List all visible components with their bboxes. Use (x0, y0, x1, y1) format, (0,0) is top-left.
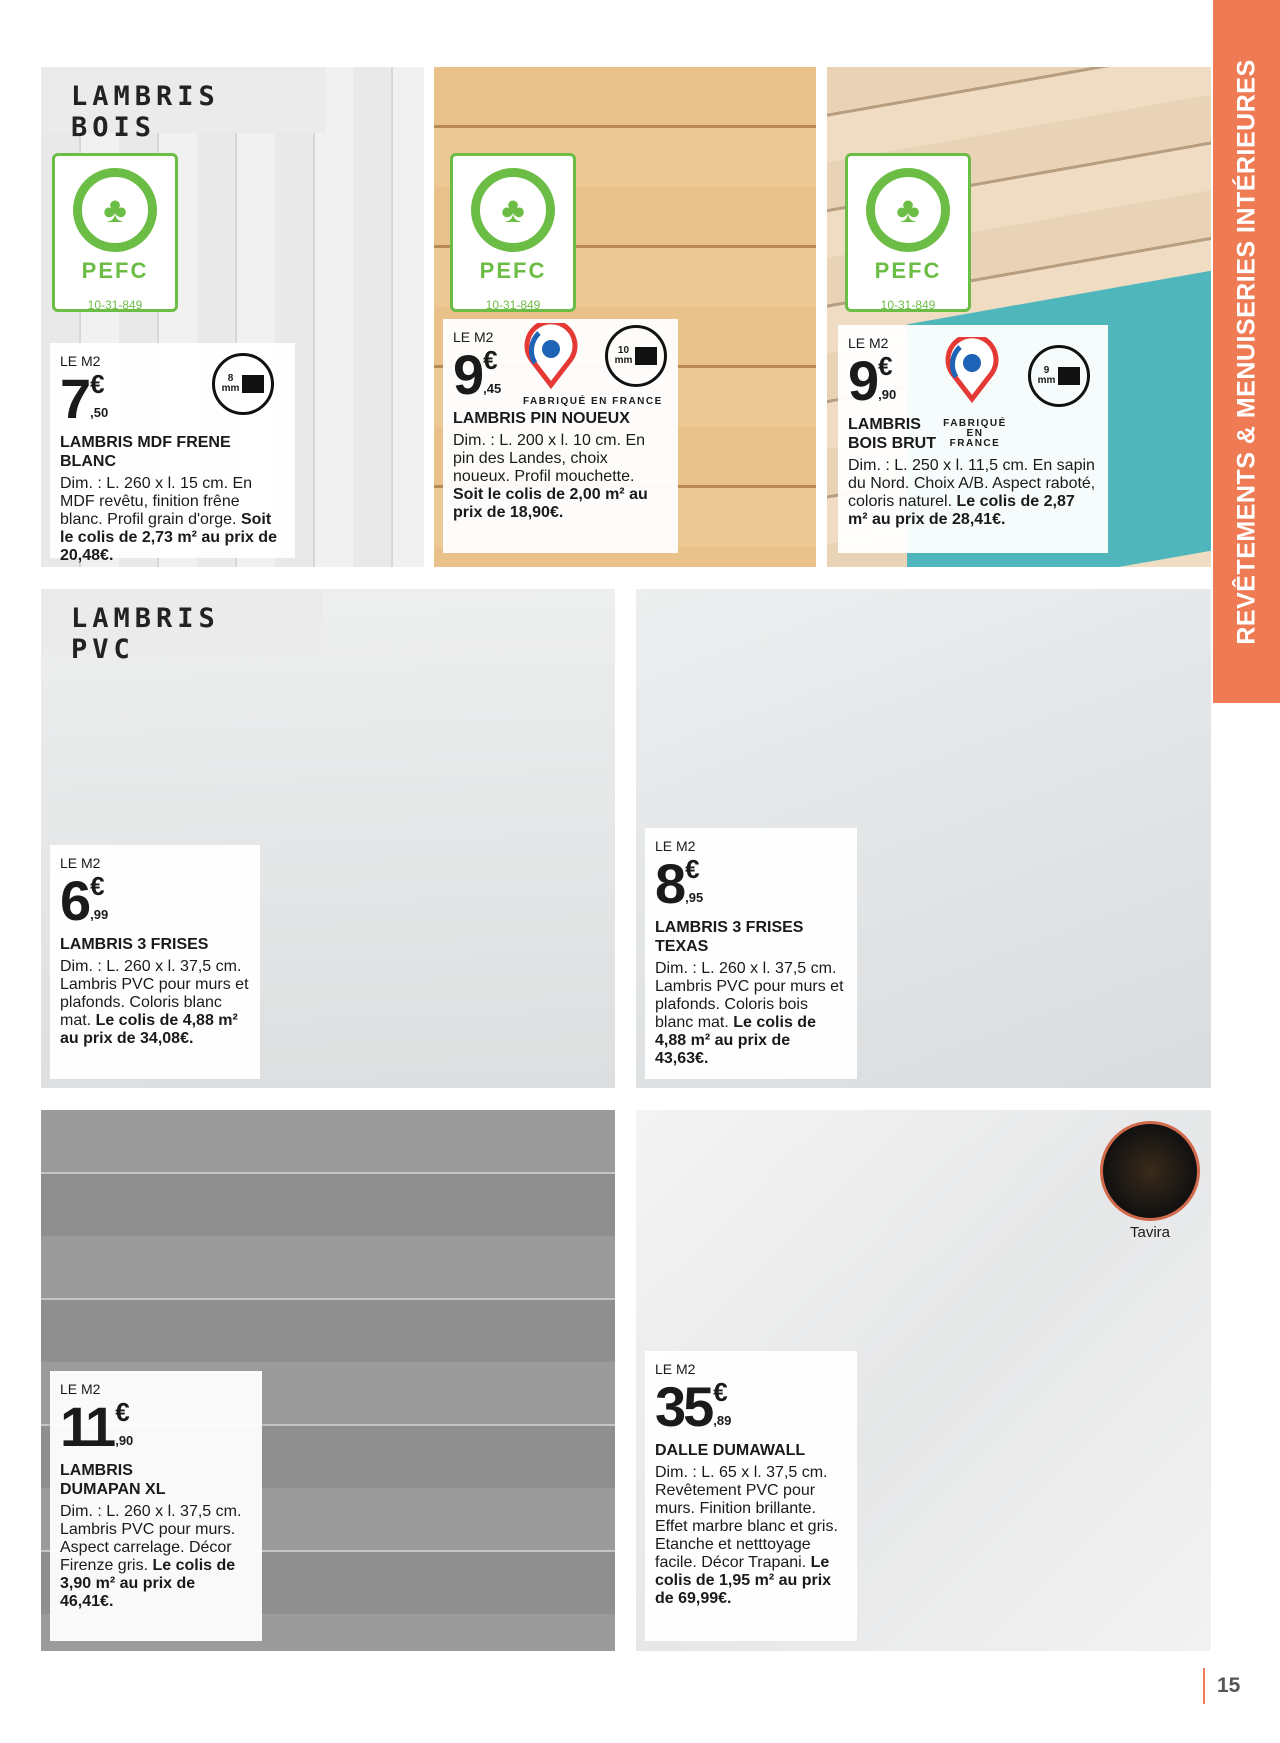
page-number: 15 (1203, 1668, 1240, 1704)
product-description: Dim. : L. 250 x l. 11,5 cm. En sapin du Nord. Choix A/B. Aspect raboté, coloris naturel. Le colis de 2,87 m² au prix de 28,41€. (848, 457, 1096, 528)
product-description: Dim. : L. 260 x l. 37,5 cm. Lambris PVC pour murs. Aspect carrelage. Décor Firenze gris. Le colis de 3,90 m² au prix de 46,41€. (60, 1503, 242, 1610)
product-description: Dim. : L. 65 x l. 37,5 cm. Revêtement PVC pour murs. Finition brillante. Effet marbre blanc et gris. Etanche et netttoyage facile. Décor Trapani. Le colis de 1,95 m² au prix de 69,99€. (655, 1464, 838, 1607)
product-description: Dim. : L. 260 x l. 37,5 cm. Lambris PVC pour murs et plafonds. Coloris bois blanc mat. Le colis de 4,88 m² au prix de 43,63€. (655, 960, 844, 1067)
product-description: Dim. : L. 200 x l. 10 cm. En pin des Landes, choix noueux. Profil mouchette. Soit le colis de 2,00 m² au prix de 18,90€. (453, 432, 648, 521)
pefc-logo: ♣ PEFC 10-31-849 (450, 153, 576, 312)
trees-icon: ♣ (471, 168, 555, 252)
price: 6 € ,99 (60, 869, 109, 932)
made-in-france-pin-icon (521, 323, 581, 389)
product-name: LAMBRIS 3 FRISES (60, 936, 209, 953)
product-card: LE M2 8 € ,95 LAMBRIS 3 FRISES TEXAS Dim. : L. 260 x l. 37,5 cm. Lambris PVC pour murs et plafonds. Coloris bois blanc mat. Le colis de 4,88 m² au prix de 43,63€. (645, 828, 857, 1079)
product-name: DALLE DUMAWALL (655, 1442, 806, 1459)
section-tab (1213, 0, 1280, 703)
product-description: Dim. : L. 260 x l. 15 cm. En MDF revêtu, finition frêne blanc. Profil grain d'orge. Soit le colis de 2,73 m² au prix de 20,48€. (60, 475, 277, 564)
price: 7 € ,50 (60, 367, 109, 430)
product-card: LE M2 9 € ,90 FABRIQUÉ EN FRANCE 9 mm LAMBRIS BOIS BRUT Dim. : L. 250 x l. 11,5 cm. En sapin du Nord. Choix A/B. Aspect raboté, coloris naturel. Le colis de 2,87 m² au prix de 28,41€. (838, 325, 1108, 553)
product-description: Dim. : L. 260 x l. 37,5 cm. Lambris PVC pour murs et plafonds. Coloris blanc mat. Le colis de 4,88 m² au prix de 34,08€. (60, 958, 249, 1047)
product-card: LE M2 9 € ,45 FABRIQUÉ EN FRANCE 10 mm LAMBRIS PIN NOUEUX Dim. : L. 200 x l. 10 cm. En pin des Landes, choix noueux. Profil mouchette. Soit le colis de 2,00 m² au prix de 18,90€. (443, 319, 678, 553)
price: 9 € ,45 (453, 343, 502, 406)
product-name: LAMBRIS BOIS BRUT (848, 416, 936, 452)
price: 35 € ,89 (655, 1375, 732, 1438)
swatch-label: Tavira (1129, 1224, 1170, 1241)
product-card: LE M2 6 € ,99 LAMBRIS 3 FRISES Dim. : L. 260 x l. 37,5 cm. Lambris PVC pour murs et plafonds. Coloris blanc mat. Le colis de 4,88 m² au prix de 34,08€. (50, 845, 260, 1079)
thickness-icon: 9 mm (1028, 345, 1090, 407)
pefc-logo: ♣ PEFC 10-31-849 (52, 153, 178, 312)
product-card: LE M2 7 € ,50 8 mm LAMBRIS MDF FRENE BLANC Dim. : L. 260 x l. 15 cm. En MDF revêtu, finition frêne blanc. Profil grain d'orge. Soit le colis de 2,73 m² au prix de 20,48€. (50, 343, 295, 558)
section-title: REVÊTEMENTS & MENUISERIES INTÉRIEURES (1232, 58, 1260, 645)
product-name: LAMBRIS DUMAPAN XL (60, 1462, 166, 1498)
made-in-france-pin-icon (942, 337, 1002, 403)
product-name: LAMBRIS 3 FRISES TEXAS (655, 919, 804, 955)
product-name: LAMBRIS PIN NOUEUX (453, 410, 630, 427)
price: 11 € ,90 (60, 1395, 134, 1458)
trees-icon: ♣ (73, 168, 157, 252)
tavira-swatch (1100, 1121, 1200, 1221)
price: 8 € ,95 (655, 852, 704, 915)
pefc-logo: ♣ PEFC 10-31-849 (845, 153, 971, 312)
trees-icon: ♣ (866, 168, 950, 252)
heading-lambris-pvc: LAMBRIS PVC (41, 589, 322, 654)
heading-lambris-bois: LAMBRIS BOIS (41, 67, 326, 133)
thickness-icon: 10 mm (605, 325, 667, 387)
thickness-icon: 8 mm (212, 353, 274, 415)
product-card: LE M2 35 € ,89 DALLE DUMAWALL Dim. : L. 65 x l. 37,5 cm. Revêtement PVC pour murs. Finition brillante. Effet marbre blanc et gris. Etanche et netttoyage facile. Décor Trapani. Le colis de 1,95 m² au prix de 69,99€. (645, 1351, 857, 1641)
product-name: LAMBRIS MDF FRENE BLANC (60, 434, 231, 470)
price: 9 € ,90 (848, 349, 897, 412)
product-card: LE M2 11 € ,90 LAMBRIS DUMAPAN XL Dim. : L. 260 x l. 37,5 cm. Lambris PVC pour murs. Aspect carrelage. Décor Firenze gris. Le colis de 3,90 m² au prix de 46,41€. (50, 1371, 262, 1641)
